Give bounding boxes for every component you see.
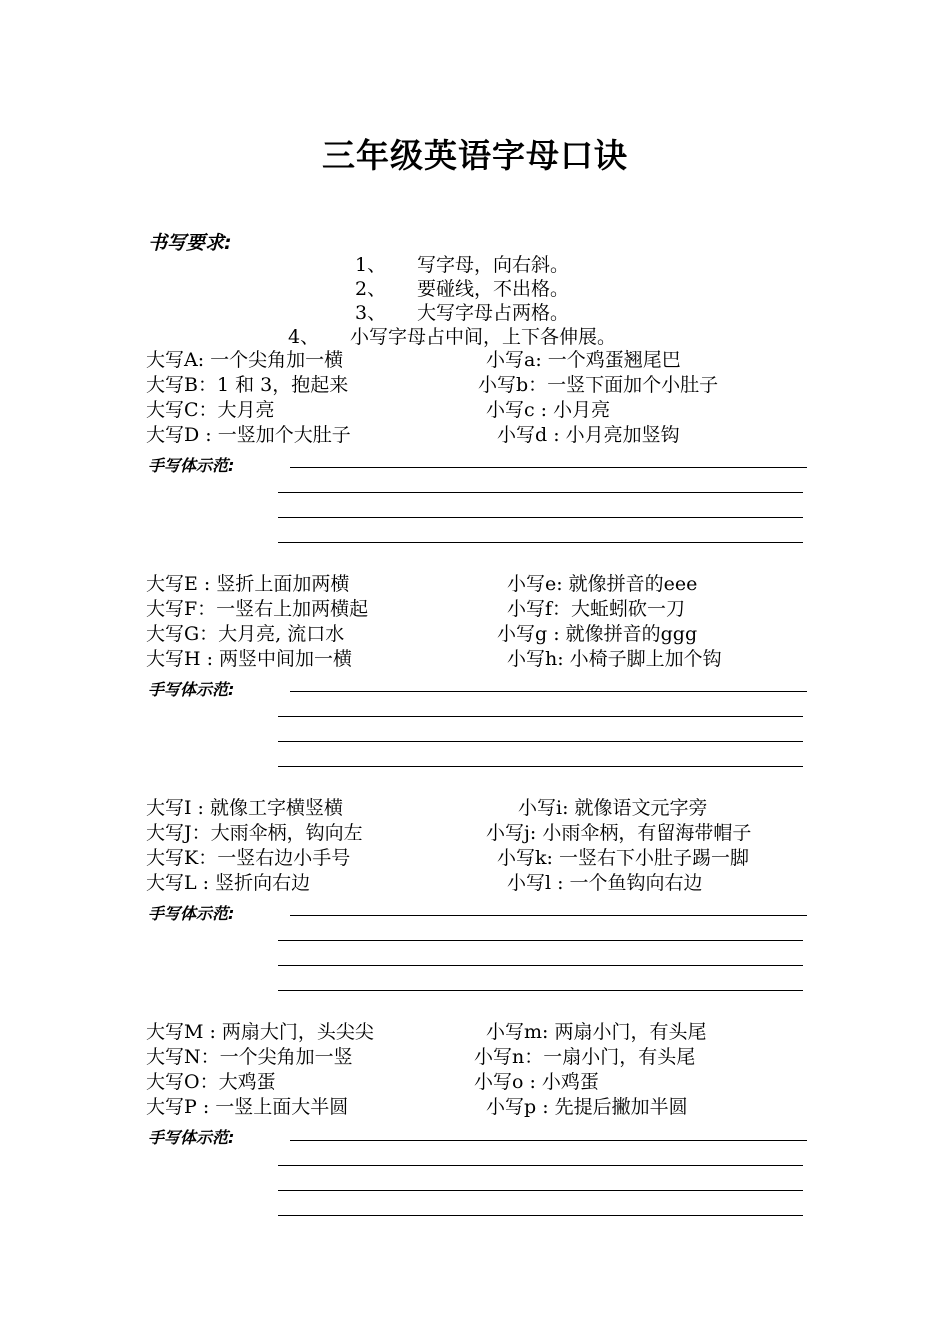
writing-line [278,990,803,991]
writing-line [278,517,803,518]
writing-line [278,1190,803,1191]
requirement-number: 1、 [355,254,387,276]
requirement-text: 写字母，向右斜。 [417,254,570,276]
writing-line [278,1165,803,1166]
uppercase-rule: 大写C：大月亮 [146,399,275,421]
uppercase-rule: 大写A: 一个尖角加一横 [146,349,344,371]
requirement-item [288,322,616,349]
lowercase-rule: 小写p : 先提后撇加半圆 [486,1096,688,1118]
uppercase-rule: 大写J：大雨伞柄，钩向左 [146,822,363,844]
writing-line [278,766,803,767]
lowercase-rule: 小写k: 一竖右下小肚子踢一脚 [497,847,749,869]
handwriting-demo-label: 手写体示范: [148,680,235,699]
writing-line [278,965,803,966]
writing-line [278,716,803,717]
handwriting-demo-label: 手写体示范: [148,456,235,475]
requirement-number: 4、 [288,326,320,348]
writing-line [290,915,807,916]
requirement-text: 大写字母占两格。 [417,302,570,324]
requirement-item [355,298,569,325]
requirements-label: 书写要求: [148,232,232,254]
lowercase-rule: 小写d : 小月亮加竖钩 [497,424,680,446]
writing-line [278,542,803,543]
uppercase-rule: 大写O：大鸡蛋 [146,1071,276,1093]
lowercase-rule: 小写a: 一个鸡蛋翘尾巴 [486,349,681,371]
handwriting-demo-label: 手写体示范: [148,1128,235,1147]
lowercase-rule: 小写e: 就像拼音的eee [507,573,698,595]
uppercase-rule: 大写I : 就像工字横竖横 [146,797,343,819]
writing-line [278,741,803,742]
uppercase-rule: 大写L : 竖折向右边 [146,872,311,894]
uppercase-rule: 大写F：一竖右上加两横起 [146,598,369,620]
requirement-number: 2、 [355,278,387,300]
writing-line [278,940,803,941]
writing-line [278,1215,803,1216]
uppercase-rule: 大写B：1 和 3，抱起来 [146,374,349,396]
requirement-text: 要碰线，不出格。 [417,278,570,300]
lowercase-rule: 小写l : 一个鱼钩向右边 [507,872,703,894]
uppercase-rule: 大写E : 竖折上面加两横 [146,573,350,595]
requirement-text: 小写字母占中间，上下各伸展。 [350,326,617,348]
requirement-number: 3、 [355,302,387,324]
uppercase-rule: 大写N：一个尖角加一竖 [146,1046,353,1068]
lowercase-rule: 小写o : 小鸡蛋 [474,1071,599,1093]
lowercase-rule: 小写h: 小椅子脚上加个钩 [507,648,722,670]
lowercase-rule: 小写c : 小月亮 [486,399,611,421]
uppercase-rule: 大写M : 两扇大门，头尖尖 [146,1021,374,1043]
lowercase-rule: 小写n：一扇小门，有头尾 [474,1046,696,1068]
page-title: 三年级英语字母口诀 [322,136,628,175]
uppercase-rule: 大写D : 一竖加个大肚子 [146,424,351,446]
writing-line [290,691,807,692]
lowercase-rule: 小写i: 就像语文元字旁 [518,797,708,819]
uppercase-rule: 大写P : 一竖上面大半圆 [146,1096,349,1118]
lowercase-rule: 小写b：一竖下面加个小肚子 [478,374,719,396]
requirement-item [355,274,569,301]
writing-line [290,1140,807,1141]
uppercase-rule: 大写K：一竖右边小手号 [146,847,351,869]
writing-line [290,467,807,468]
lowercase-rule: 小写m: 两扇小门，有头尾 [486,1021,707,1043]
lowercase-rule: 小写j: 小雨伞柄，有留海带帽子 [486,822,752,844]
uppercase-rule: 大写G：大月亮, 流口水 [146,623,345,645]
writing-line [278,492,803,493]
lowercase-rule: 小写f：大蚯蚓砍一刀 [507,598,686,620]
handwriting-demo-label: 手写体示范: [148,904,235,923]
uppercase-rule: 大写H : 两竖中间加一横 [146,648,353,670]
requirement-item [355,250,569,277]
lowercase-rule: 小写g : 就像拼音的ggg [497,623,698,645]
